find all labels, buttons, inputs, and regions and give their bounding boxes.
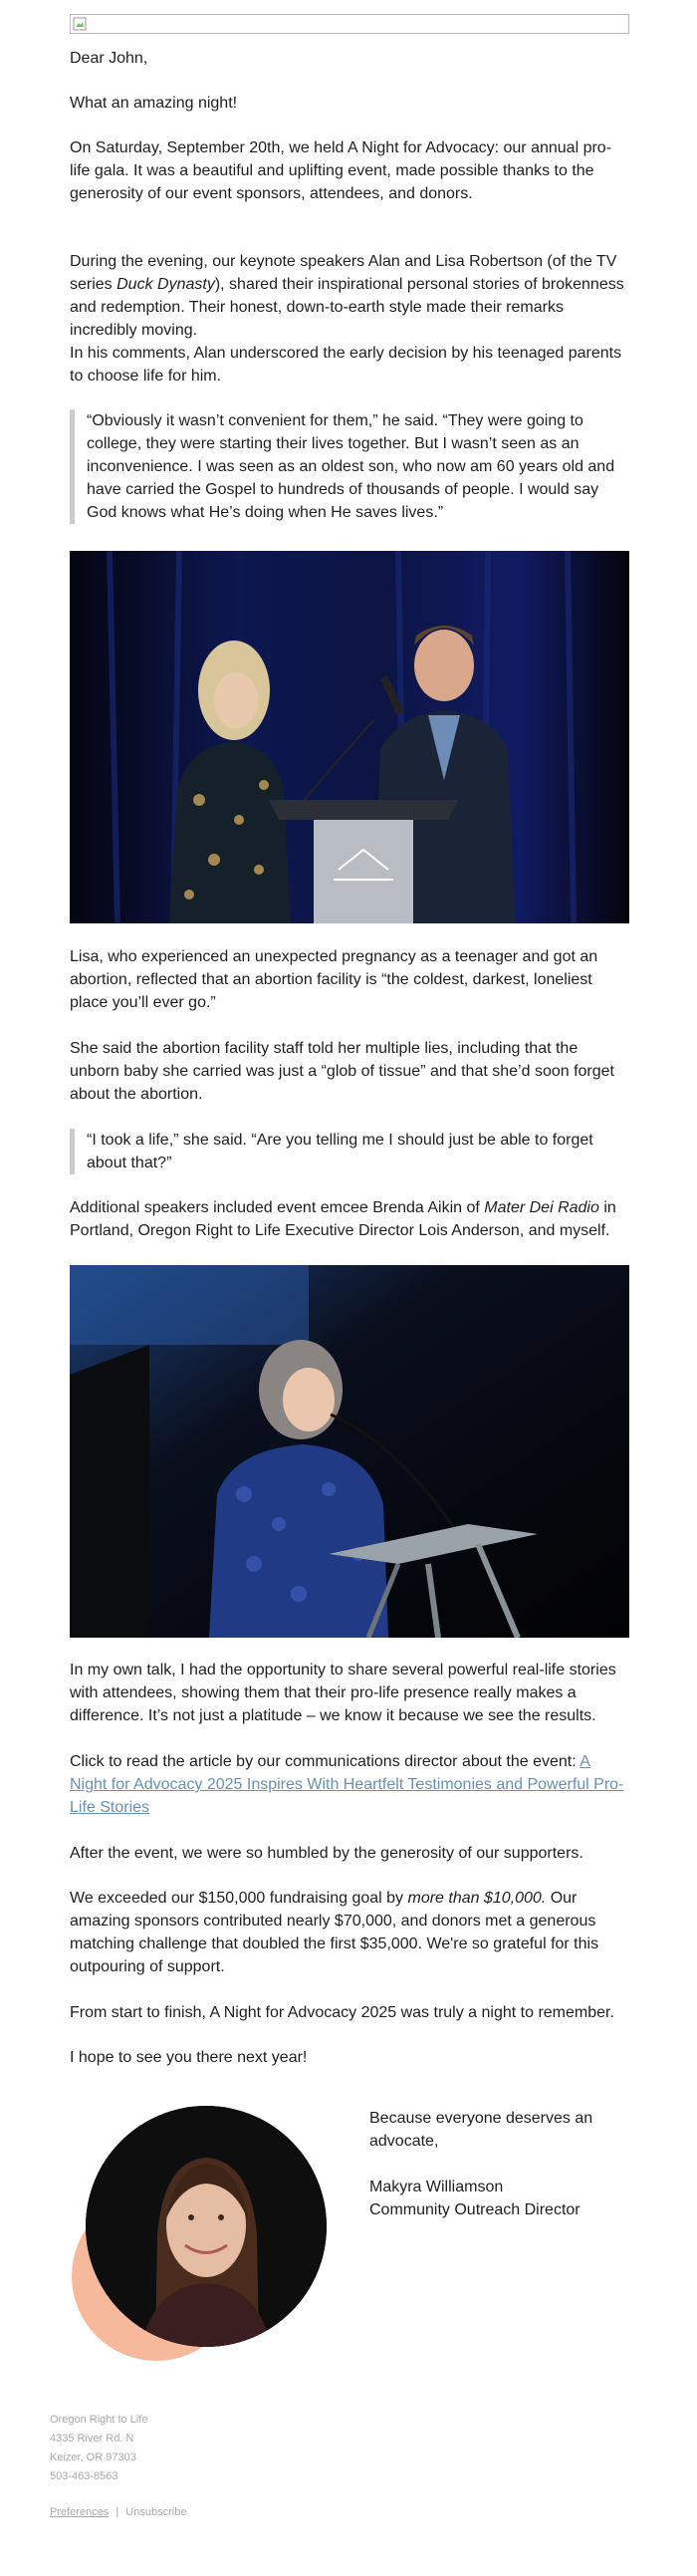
speakers-text-end: in Portland, Oregon Right to Life Executive Director Lois Anderson, and myself.: [70, 1199, 616, 1239]
paragraph-lisa-1: Lisa, who experienced an unexpected pregnancy as a teenager and got an abortion, reflected that an abortion facility is “the coldest, darkest, loneliest place you’ll ever go.”: [70, 948, 598, 1011]
intro-line: What an amazing night!: [70, 95, 238, 112]
paragraph-next-year: I hope to see you there next year!: [70, 2049, 308, 2066]
signature-title: Community Outreach Director: [369, 2201, 581, 2218]
paragraph-lisa-2: She said the abortion facility staff told her multiple lies, including that the unborn baby she carried was just a “glob of tissue” and that she’d soon forget about the abortion.: [70, 1040, 614, 1103]
author-avatar: [86, 2106, 327, 2347]
paragraph-click: [70, 1750, 629, 1819]
quote-alan: “Obviously it wasn’t convenient for them,” he said. “They were going to college, they were starting their lives together. But I wasn’t seen as an inconvenience. I was seen as an oldest son, who now am 60 years old and have carried the Gospel to hundreds of thousands of people. I would say God knows what He’s doing when He saves lives.”: [70, 409, 629, 524]
goal-amount: more than $10,000.: [407, 1890, 547, 1907]
signature-name: Makyra Williamson: [369, 2179, 504, 2195]
goal-text-end: Our amazing sponsors contributed nearly $70,000, and donors met a generous matching challenge that doubled the first $35,000. We're so grateful for this outpouring of support.: [70, 1890, 599, 1975]
paragraph-humbled: After the event, we were so humbled by the generosity of our supporters.: [70, 1845, 583, 1862]
paragraph-alan: In his comments, Alan underscored the early decision by his teenaged parents to choose life for him.: [70, 345, 622, 385]
paragraph-keynote: [70, 250, 629, 342]
radio-name: Mater Dei Radio: [484, 1199, 599, 1216]
footer-org: Oregon Right to Life: [50, 2414, 148, 2426]
paragraph-own-talk: In my own talk, I had the opportunity to share several powerful real-life stories with attendees, showing them that their pro-life presence really makes a difference. It’s not just a platitude – we know it because we see the results.: [70, 1662, 616, 1724]
photo-keynote-speakers: [70, 551, 629, 923]
paragraph-event: On Saturday, September 20th, we held A Night for Advocacy: our annual pro-life gala. It was a beautiful and uplifting event, made possible thanks to the generosity of our event sponsors, attendees, and donors.: [70, 139, 612, 202]
footer-separator: |: [116, 2506, 119, 2518]
keynote-text-start: During the evening, our keynote speakers Alan and Lisa Robertson (of the TV series: [70, 253, 617, 293]
speakers-text-start: Additional speakers included event emcee Brenda Aikin of: [70, 1199, 485, 1216]
goal-text-start: We exceeded our $150,000 fundraising goal by: [70, 1890, 408, 1907]
greeting: Dear John,: [70, 50, 148, 67]
footer-address: [50, 2411, 147, 2486]
photo-speaker-podium: [70, 1265, 629, 1638]
signature-tagline: Because everyone deserves an advocate,: [369, 2110, 593, 2150]
author-portrait-image: [86, 2106, 327, 2347]
footer-links: [50, 2503, 186, 2522]
broken-image-icon: [73, 17, 87, 31]
keynote-speakers-image: [70, 551, 629, 923]
show-title: Duck Dynasty: [116, 276, 215, 293]
footer-street: 4335 River Rd. N: [50, 2433, 134, 2445]
footer-city: Keizer, OR 97303: [50, 2451, 136, 2463]
article-link[interactable]: A Night for Advocacy 2025 Inspires With Heartfelt Testimonies and Powerful Pro-Life Stories: [70, 1753, 624, 1816]
keynote-text-end: ), shared their inspirational personal stories of brokenness and redemption. Their honest, down-to-earth style made their remarks incredibly moving.: [70, 276, 624, 339]
preferences-link[interactable]: Preferences: [50, 2506, 110, 2518]
quote-lisa: “I took a life,” she said. “Are you telling me I should just be able to forget about that?”: [70, 1129, 629, 1174]
unsubscribe-link[interactable]: Unsubscribe: [125, 2506, 187, 2518]
paragraph-goal: [70, 1887, 629, 1978]
paragraph-speakers: [70, 1196, 629, 1242]
speaker-podium-image: [70, 1265, 629, 1638]
header-banner-image: [70, 14, 629, 34]
paragraph-remember: From start to finish, A Night for Advocacy 2025 was truly a night to remember.: [70, 2004, 614, 2021]
footer-phone: 503-463-8563: [50, 2470, 118, 2482]
click-text: Click to read the article by our communications director about the event:: [70, 1753, 581, 1770]
